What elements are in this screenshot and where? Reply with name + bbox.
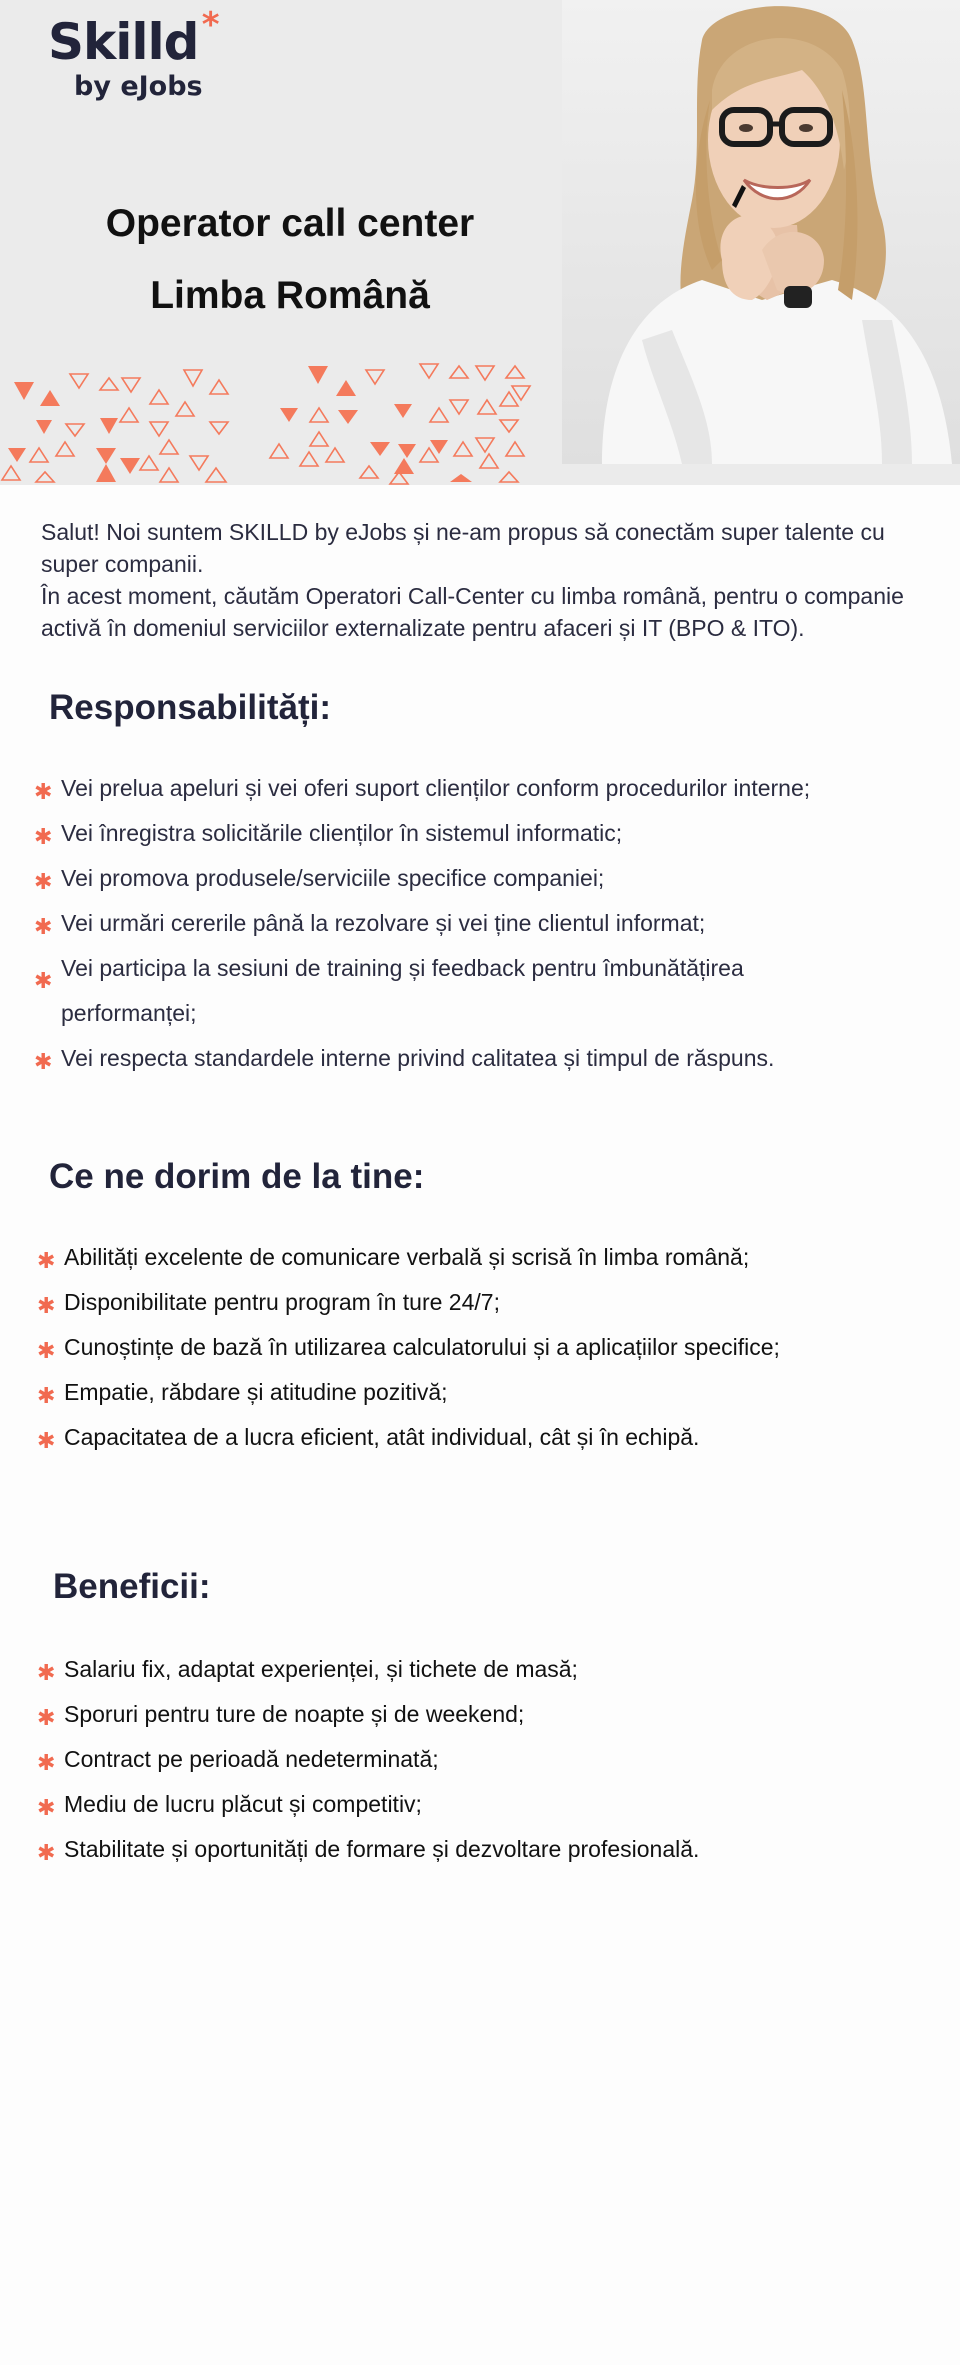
asterisk-icon: ✱	[34, 824, 53, 849]
job-title	[50, 188, 530, 332]
list-item: ✱ Capacitatea de a lucra eficient, atât individual, cât și în echipă.	[64, 1415, 914, 1460]
list-item: ✱ Empatie, răbdare și atitudine pozitivă;	[64, 1370, 914, 1415]
responsibilities-list	[34, 766, 911, 1081]
asterisk-icon: ✱	[34, 779, 53, 804]
asterisk-icon: ✱	[37, 1705, 56, 1730]
asterisk-icon: ✱	[34, 1049, 53, 1074]
asterisk-icon: ✱	[37, 1338, 56, 1363]
asterisk-icon: ✱	[37, 1428, 56, 1453]
woman-portrait-icon	[562, 0, 960, 464]
asterisk-icon: ✱	[37, 1293, 56, 1318]
intro-text	[41, 516, 931, 644]
list-item: ✱ Contract pe perioadă nedeterminată;	[64, 1737, 914, 1782]
list-item: ✱ Sporuri pentru ture de noapte și de weekend;	[64, 1692, 914, 1737]
logo-star-icon: *	[201, 5, 219, 45]
asterisk-icon: ✱	[37, 1660, 56, 1685]
requirements-title: Ce ne dorim de la tine:	[49, 1157, 425, 1196]
job-title-line2: Limba Română	[150, 274, 430, 317]
list-item: ✱ Abilități excelente de comunicare verbală și scrisă în limba română;	[64, 1235, 914, 1280]
intro-paragraph-1: Salut! Noi suntem SKILLD by eJobs și ne-am propus să conectăm super talente cu super companii.	[41, 519, 885, 577]
list-item: ✱ Mediu de lucru plăcut și competitiv;	[64, 1782, 914, 1827]
list-item: ✱ Vei respecta standardele interne privind calitatea și timpul de răspuns.	[61, 1036, 911, 1081]
asterisk-icon: ✱	[34, 968, 53, 993]
list-item: ✱ Cunoștințe de bază în utilizarea calculatorului și a aplicațiilor specifice;	[64, 1325, 914, 1370]
logo-subtitle: by eJobs	[74, 71, 203, 102]
list-item: ✱ Vei promova produsele/serviciile specifice companiei;	[61, 856, 911, 901]
woman-portrait-image	[562, 0, 960, 464]
triangle-pattern	[0, 360, 540, 485]
list-item: ✱ Salariu fix, adaptat experienței, și tichete de masă;	[64, 1647, 914, 1692]
logo-wordmark: Skilld *	[48, 5, 219, 71]
asterisk-icon: ✱	[37, 1750, 56, 1775]
benefits-title: Beneficii:	[53, 1567, 211, 1606]
list-item: ✱ Vei înregistra solicitările clienților în sistemul informatic;	[61, 811, 911, 856]
skilld-logo[interactable]	[48, 5, 248, 104]
benefits-list	[37, 1647, 914, 1872]
header-banner	[0, 0, 960, 485]
list-item: ✱ Vei prelua apeluri și vei oferi suport clienților conform procedurilor interne;	[61, 766, 911, 811]
list-item: ✱ Disponibilitate pentru program în ture 24/7;	[64, 1280, 914, 1325]
asterisk-icon: ✱	[37, 1383, 56, 1408]
list-item: ✱ Stabilitate și oportunități de formare și dezvoltare profesională.	[64, 1827, 914, 1872]
asterisk-icon: ✱	[34, 914, 53, 939]
intro-paragraph-2: În acest moment, căutăm Operatori Call-Center cu limba română, pentru o companie activă în domeniul serviciilor externalizate pentru afaceri și IT (BPO & ITO).	[41, 583, 904, 641]
responsibilities-title: Responsabilități:	[49, 688, 331, 727]
job-title-line1: Operator call center	[105, 202, 475, 245]
asterisk-icon: ✱	[37, 1795, 56, 1820]
list-item: ✱ Vei participa la sesiuni de training și feedback pentru îmbunătățirea performanței;	[34, 955, 744, 1026]
asterisk-icon: ✱	[37, 1248, 56, 1273]
asterisk-icon: ✱	[34, 869, 53, 894]
asterisk-icon: ✱	[37, 1840, 56, 1865]
requirements-list	[37, 1235, 914, 1460]
list-item: ✱ Vei urmări cererile până la rezolvare și vei ține clientul informat;	[61, 901, 911, 946]
